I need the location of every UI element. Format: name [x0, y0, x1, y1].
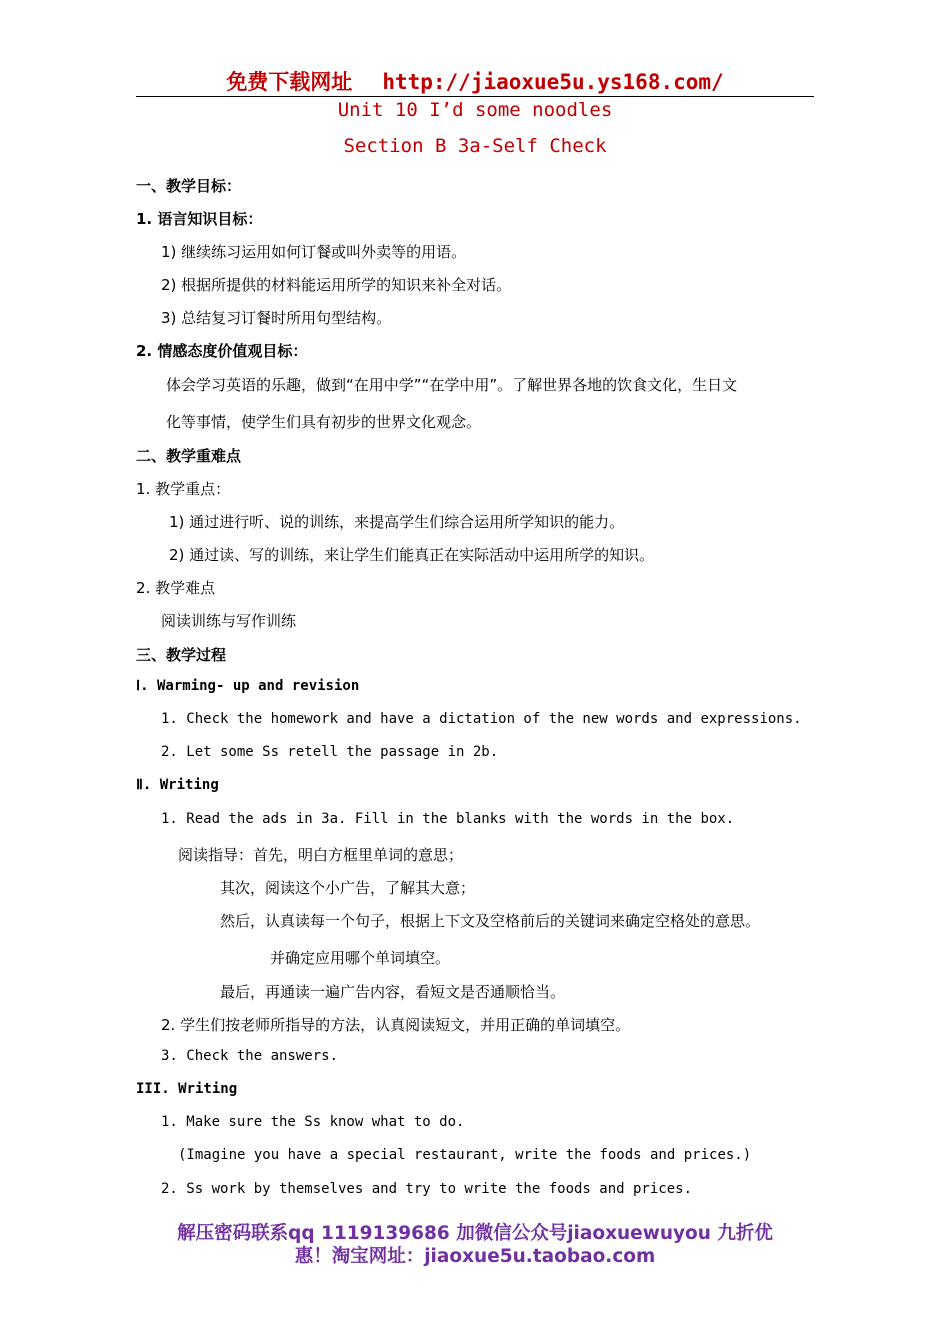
- section2-difficulty-heading: 2. 教学难点: [136, 579, 216, 597]
- section2-focus-item: 1) 通过进行听、说的训练，来提高学生们综合运用所学知识的能力。: [169, 513, 625, 531]
- section1-sub2-heading: 2. 情感态度价值观目标：: [136, 342, 308, 360]
- part2-guide-step: 最后，再通读一遍广告内容，看短文是否通顺恰当。: [220, 983, 566, 1001]
- header-divider: [136, 96, 814, 97]
- part3-item2: 2. Ss work by themselves and try to write the foods and prices.: [161, 1181, 693, 1197]
- part2-guide-step: 并确定应用哪个单词填空。: [270, 949, 451, 967]
- footer-line1: 解压密码联系qq 1119139686 加微信公众号jiaoxuewuyou 九折优: [177, 1223, 773, 1244]
- part3-heading: III. Writing: [136, 1081, 238, 1097]
- section1-heading: 一、教学目标：: [136, 177, 242, 195]
- part1-heading: Ⅰ. Warming- up and revision: [136, 678, 360, 694]
- section1-sub2-paragraph-line1: 体会学习英语的乐趣，做到“在用中学”“在学中用”。了解世界各地的饮食文化，生日文: [166, 376, 738, 394]
- section2-difficulty-text: 阅读训练与写作训练: [161, 612, 297, 630]
- section2-focus-heading: 1. 教学重点：: [136, 480, 231, 498]
- header-label: 免费下载网址: [226, 70, 353, 94]
- section2-heading: 二、教学重难点: [136, 447, 242, 465]
- part2-item1: 1. Read the ads in 3a. Fill in the blanks with the words in the box.: [161, 811, 735, 827]
- part2-heading: Ⅱ. Writing: [136, 777, 219, 793]
- section1-sub1-item: 1) 继续练习运用如何订餐或叫外卖等的用语。: [161, 243, 467, 261]
- title-section: Section B 3a-Self Check: [343, 135, 607, 157]
- part2-guide-step: 其次，阅读这个小广告，了解其大意；: [220, 879, 476, 897]
- part2-item2: 2. 学生们按老师所指导的方法，认真阅读短文，并用正确的单词填空。: [161, 1016, 631, 1034]
- section3-heading: 三、教学过程: [136, 646, 227, 664]
- header-banner: [0, 66, 950, 96]
- section1-sub2-paragraph-line2: 化等事情，使学生们具有初步的世界文化观念。: [166, 413, 482, 431]
- section1-sub1-item: 2) 根据所提供的材料能运用所学的知识来补全对话。: [161, 276, 512, 294]
- header-url-link[interactable]: http://jiaoxue5u.ys168.com/: [382, 70, 724, 94]
- part2-guide-intro: 阅读指导：首先，明白方框里单词的意思；: [178, 846, 464, 864]
- title-unit: Unit 10 I’d some noodles: [337, 99, 613, 121]
- part1-item: 1. Check the homework and have a dictation of the new words and expressions.: [161, 711, 802, 727]
- footer-line2: 惠！淘宝网址：jiaoxue5u.taobao.com: [294, 1246, 656, 1267]
- part2-item3: 3. Check the answers.: [161, 1048, 339, 1064]
- part3-item1: 1. Make sure the Ss know what to do.: [161, 1114, 465, 1130]
- part1-item: 2. Let some Ss retell the passage in 2b.: [161, 744, 499, 760]
- part2-guide-step: 然后，认真读每一个句子，根据上下文及空格前后的关键词来确定空格处的意思。: [220, 912, 761, 930]
- section1-sub1-item: 3) 总结复习订餐时所用句型结构。: [161, 309, 392, 327]
- section1-sub1-heading: 1. 语言知识目标：: [136, 210, 263, 228]
- part3-note: (Imagine you have a special restaurant, write the foods and prices.): [178, 1147, 752, 1163]
- section2-focus-item: 2) 通过读、写的训练，来让学生们能真正在实际活动中运用所学的知识。: [169, 546, 655, 564]
